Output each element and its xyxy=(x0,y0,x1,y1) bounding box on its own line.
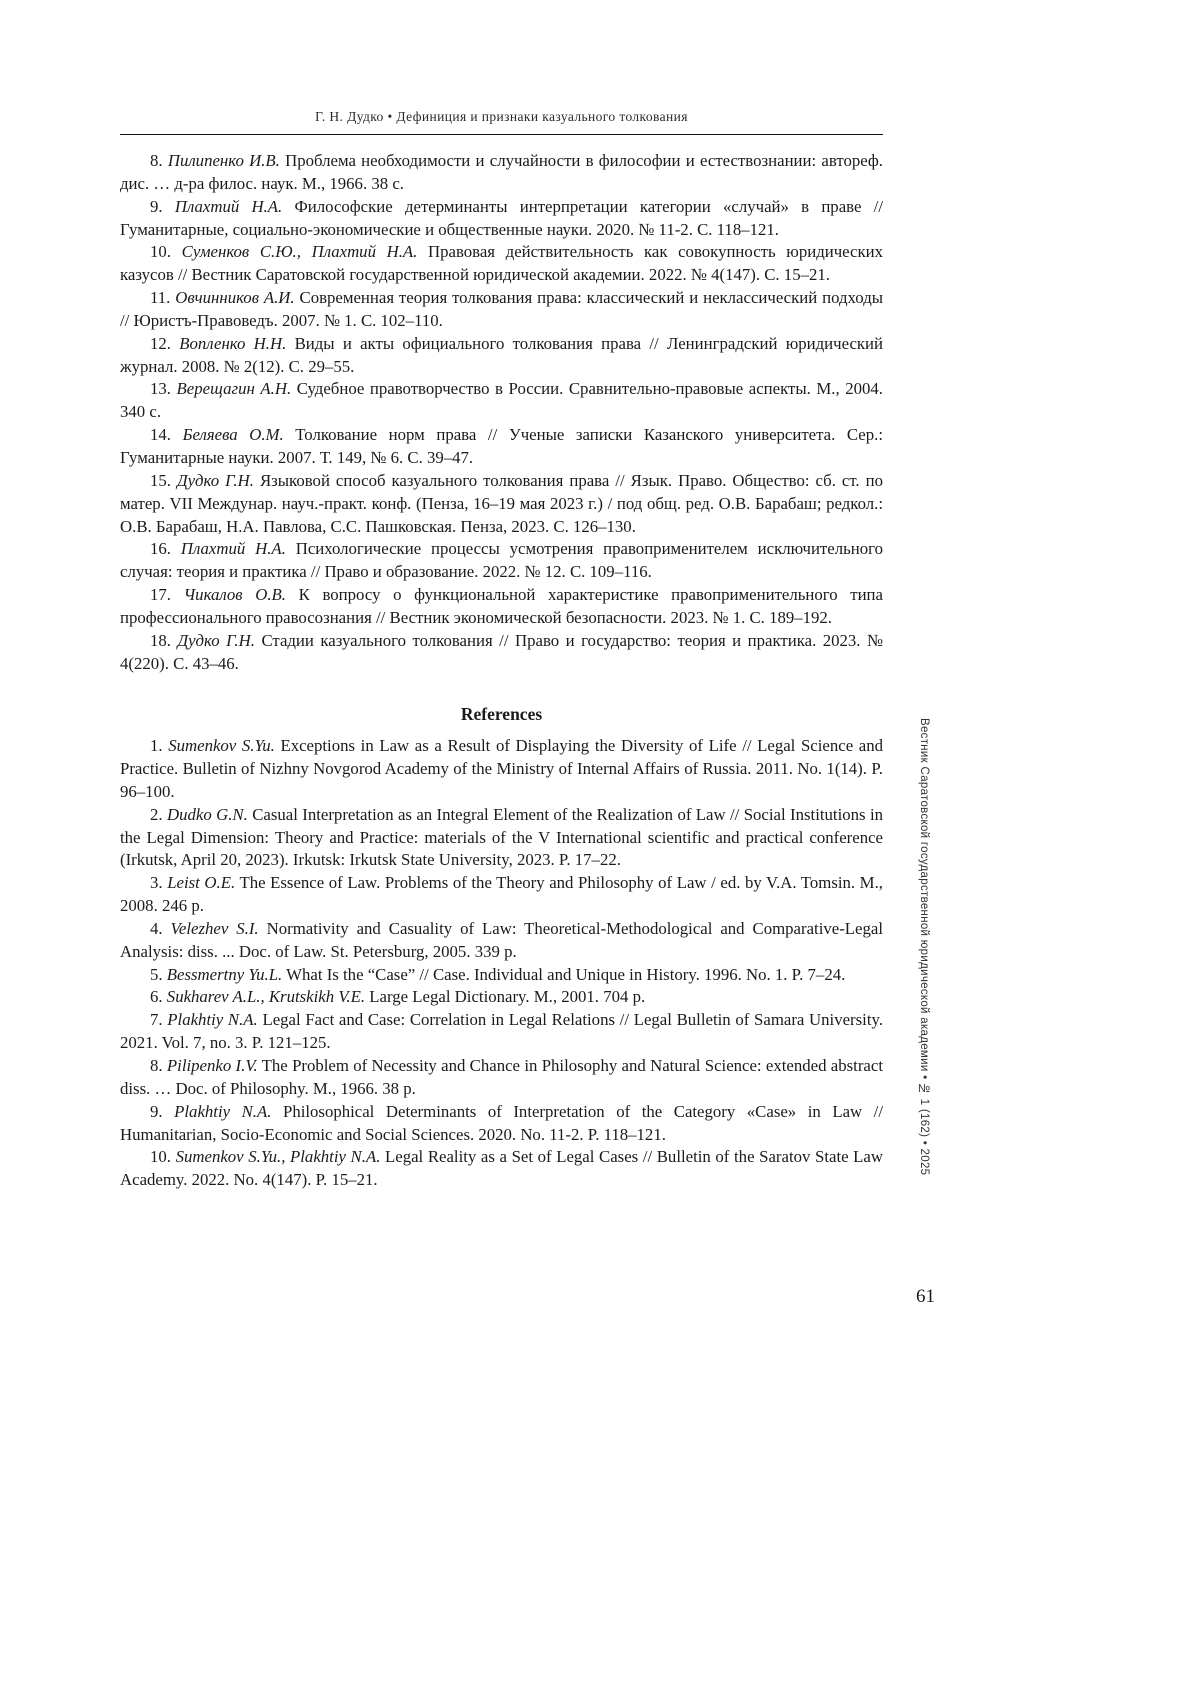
ref-number: 15. xyxy=(150,470,171,490)
ref-text: Normativity and Casuality of Law: Theoretical-Methodological and Comparative-Legal Analysis: diss. ... Doc. of Law. St. Petersburg, 2005. 339 p. xyxy=(120,918,883,961)
ref-number: 16. xyxy=(150,539,171,559)
ref-number: 2. xyxy=(150,804,163,824)
ref-author: Чикалов О.В. xyxy=(183,585,286,605)
ref-author: Дудко Г.Н. xyxy=(176,470,254,490)
ref-text: Языковой способ казуального толкования права // Язык. Право. Общество: сб. ст. по матер. VII Междунар. науч.-практ. конф. (Пенза, 16–19 мая 2023 г.) / под общ. ред. О.В. Барабаш; редкол.: О.В. Барабаш, Н.А. Павлова, С.С. Пашковская. Пенза, 2023. С. 126–130. xyxy=(120,470,883,536)
ref-number: 6. xyxy=(150,987,163,1007)
ref-author: Sumenkov S.Yu., Plakhtiy N.A. xyxy=(175,1147,381,1167)
ref-text: Стадии казуального толкования // Право и государство: теория и практика. 2023. № 4(220). С. 43–46. xyxy=(120,630,884,673)
header-divider xyxy=(120,134,883,135)
ref-text: What Is the “Case” // Case. Individual and Unique in History. 1996. No. 1. P. 7–24. xyxy=(286,964,846,984)
reference-entry xyxy=(120,470,883,539)
ref-author: Bessmertny Yu.L. xyxy=(166,964,283,984)
journal-sidebar-text: Вестник Саратовской государственной юридической академии • № 1 (162) • 2025 xyxy=(918,718,930,1176)
ref-number: 9. xyxy=(150,1101,163,1121)
ref-number: 5. xyxy=(150,964,163,984)
reference-entry xyxy=(120,196,883,242)
ref-number: 8. xyxy=(150,1056,163,1076)
ref-number: 14. xyxy=(150,425,171,445)
ref-number: 11. xyxy=(150,288,171,308)
reference-entry xyxy=(120,1146,883,1192)
ref-text: Legal Fact and Case: Correlation in Legal Relations // Legal Bulletin of Samara University. 2021. Vol. 7, no. 3. P. 121–125. xyxy=(120,1010,883,1053)
ref-text: Психологические процессы усмотрения правоприменителем исключительного случая: теория и практика // Право и образование. 2022. № 12. С. 109–116. xyxy=(120,539,883,582)
ref-number: 17. xyxy=(150,585,171,605)
running-head: Г. Н. Дудко • Дефиниция и признаки казуального толкования xyxy=(315,109,688,124)
ref-text: Философские детерминанты интерпретации категории «случай» в праве // Гуманитарные, социально-экономические и общественные науки. 2020. № 11-2. С. 118–121. xyxy=(120,196,884,239)
ref-author: Дудко Г.Н. xyxy=(177,630,255,650)
reference-entry xyxy=(120,150,883,196)
ref-number: 8. xyxy=(150,151,163,170)
ref-author: Верещагин А.Н. xyxy=(176,379,292,399)
reference-entry xyxy=(120,964,883,987)
ref-author: Беляева О.М. xyxy=(182,425,284,445)
ref-number: 12. xyxy=(150,333,171,353)
ref-number: 4. xyxy=(150,918,163,938)
ref-number: 1. xyxy=(150,736,163,756)
ref-text: Виды и акты официального толкования права // Ленинградский юридический журнал. 2008. № 2(12). С. 29–55. xyxy=(120,333,884,376)
ref-author: Plakhtiy N.A. xyxy=(174,1101,272,1121)
ref-text: Современная теория толкования права: классический и неклассический подходы // Юристъ-Правоведъ. 2007. № 1. С. 102–110. xyxy=(120,288,884,330)
ref-text: Exceptions in Law as a Result of Displaying the Diversity of Life // Legal Science and Practice. Bulletin of Nizhny Novgorod Academy of the Ministry of Internal Affairs of Russia. 2011. No. 1(14). P. 96–100. xyxy=(120,736,883,801)
ref-number: 13. xyxy=(150,379,171,399)
reference-entry xyxy=(120,735,883,804)
ref-text: Large Legal Dictionary. M., 2001. 704 p. xyxy=(369,987,646,1007)
ref-author: Sukharev A.L., Krutskikh V.E. xyxy=(166,987,366,1007)
ref-number: 3. xyxy=(150,873,163,893)
reference-entry xyxy=(120,241,883,287)
reference-entry xyxy=(120,424,883,470)
ref-text: Legal Reality as a Set of Legal Cases // Bulletin of the Saratov State Law Academy. 2022. No. 4(147). P. 15–21. xyxy=(120,1147,883,1190)
ref-number: 10. xyxy=(150,242,171,262)
ref-author: Sumenkov S.Yu. xyxy=(168,736,275,756)
reference-entry xyxy=(120,986,883,1009)
reference-entry xyxy=(120,378,883,424)
reference-entry xyxy=(120,333,883,379)
page-number: 61 xyxy=(916,1286,935,1307)
reference-entry xyxy=(120,804,883,873)
ref-author: Velezhev S.I. xyxy=(170,918,259,938)
ref-author: Плахтий Н.А. xyxy=(174,196,283,216)
ref-text: Philosophical Determinants of Interpretation of the Category «Case» in Law // Humanitarian, Socio-Economic and Social Sciences. 2020. No. 11-2. P. 118–121. xyxy=(120,1101,883,1144)
reference-entry xyxy=(120,872,883,918)
ref-author: Вопленко Н.Н. xyxy=(179,333,287,353)
reference-entry xyxy=(120,1009,883,1055)
ref-text: The Problem of Necessity and Chance in Philosophy and Natural Science: extended abstract diss. … Doc. of Philosophy. M., 1966. 38 p. xyxy=(120,1056,883,1098)
reference-entry xyxy=(120,1055,883,1101)
reference-entry xyxy=(120,287,883,333)
ref-number: 10. xyxy=(150,1147,171,1167)
reference-entry xyxy=(120,918,883,964)
ref-author: Суменков С.Ю., Плахтий Н.А. xyxy=(181,242,418,262)
ref-author: Pilipenko I.V. xyxy=(166,1056,258,1076)
ref-text: К вопросу о функциональной характеристике правоприменительного типа профессионального правосознания // Вестник экономической безопасности. 2023. № 1. С. 189–192. xyxy=(120,585,883,627)
reference-entry xyxy=(120,1101,883,1147)
ref-number: 18. xyxy=(150,630,171,650)
ref-author: Dudko G.N. xyxy=(166,804,248,824)
references-body xyxy=(120,150,883,1192)
ref-number: 7. xyxy=(150,1010,163,1030)
ref-author: Пилипенко И.В. xyxy=(167,151,280,170)
ref-author: Плахтий Н.А. xyxy=(180,539,286,559)
references-heading: References xyxy=(460,704,543,725)
ref-author: Овчинников А.И. xyxy=(175,288,295,308)
ref-author: Leist O.E. xyxy=(167,873,236,893)
reference-entry xyxy=(120,584,883,630)
ref-author: Plakhtiy N.A. xyxy=(167,1010,258,1030)
ref-text: Проблема необходимости и случайности в философии и естествознании: автореф. дис. … д-ра филос. наук. М., 1966. 38 с. xyxy=(120,151,883,193)
ref-text: The Essence of Law. Problems of the Theory and Philosophy of Law / ed. by V.A. Tomsin. M., 2008. 246 p. xyxy=(120,873,883,916)
ref-text: Casual Interpretation as an Integral Element of the Realization of Law // Social Institutions in the Legal Dimension: Theory and Practice: materials of the V International scientific and practical conference (Irkutsk, April 20, 2023). Irkutsk: Irkutsk State University, 2023. P. 17–22. xyxy=(120,804,883,870)
ref-number: 9. xyxy=(150,196,163,216)
reference-entry xyxy=(120,538,883,584)
ref-text: Толкование норм права // Ученые записки Казанского университета. Сер.: Гуманитарные науки. 2007. Т. 149, № 6. С. 39–47. xyxy=(120,425,883,467)
ref-text: Правовая действительность как совокупность юридических казусов // Вестник Саратовской государственной юридической академии. 2022. № 4(147). С. 15–21. xyxy=(120,242,883,285)
reference-entry xyxy=(120,630,883,676)
ref-text: Судебное правотворчество в России. Сравнительно-правовые аспекты. М., 2004. 340 с. xyxy=(120,379,883,422)
